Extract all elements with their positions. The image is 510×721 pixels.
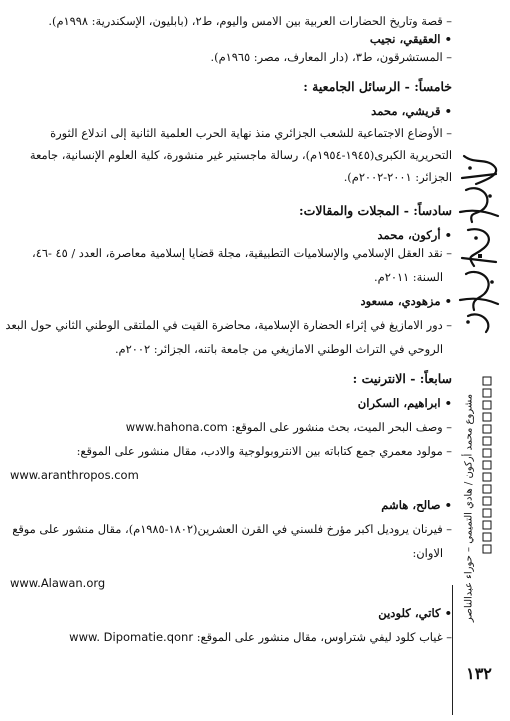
square-border-ornament (481, 375, 493, 565)
website-url[interactable]: www. Dipomatie.qonr (69, 630, 194, 644)
author-name: • أركون، محمد (10, 228, 452, 242)
entry-line: الاوان: (412, 546, 443, 560)
entry-line (10, 630, 452, 644)
page-number: ١٣٢ (466, 664, 492, 683)
author-name: • العقيقي، نجيب (10, 32, 452, 46)
section-heading: خامساً: - الرسائل الجامعية : (303, 79, 452, 94)
entry-line: – دور الامازيغ في إثراء الحضارة الإسلامية، محاضرة القيت في الملتقى الوطني الثاني حول البعد (10, 318, 452, 332)
entry-line: – الأوضاع الاجتماعية للشعب الجزائري منذ نهاية الحرب العلمية الثانية إلى اندلاع الثورة التحريرية الكبرى(١٩٤٥-١٩٥٤م)، رسالة ماجستير غير منشورة، كلية العلوم الإنسانية، جامعة الجزائر: ٢٠٠١-٢٠٠٢م). (10, 122, 452, 188)
entry-line: – قصة وتاريخ الحضارات العربية بين الامس واليوم، ط٢، (بابليون، الإسكندرية: ١٩٩٨م). (10, 14, 452, 28)
website-url[interactable]: www.hahona.com (125, 420, 228, 434)
entry-line: الروحي في التراث الوطني الامازيغي من جامعة باتنه، الجزائر: ٢٠٠٢م. (114, 342, 443, 356)
running-head-text: مشروع محمد أركون / هادي التميمي – حوراء عبدالناصر (463, 393, 475, 623)
entry-line (10, 420, 452, 434)
entry-line: السنة: ٢٠١١م. (374, 270, 443, 284)
website-url[interactable]: www.aranthropos.com (10, 468, 139, 482)
author-name: • ابراهيم، السكران (10, 396, 452, 410)
author-name: • مزهودي، مسعود (10, 294, 452, 308)
entry-line: – المستشرقون، ط٣، (دار المعارف، مصر: ١٩٦٥م). (10, 50, 452, 64)
author-name: • صالح، هاشم (10, 498, 452, 512)
bibliography-column (5, 14, 452, 644)
entry-line: – فيرنان يروديل اكبر مؤرخ فلسني في القرن العشرين(١٨٠٢-١٩٨٥م)، مقال منشور على موقع (10, 522, 452, 536)
running-head (458, 358, 480, 658)
author-name: • قريشي، محمد (10, 104, 452, 118)
entry-line: – مولود معمري جمع كتاباته بين الانتروبولوجية والادب، مقال منشور على الموقع: (10, 444, 452, 458)
calligraphy-ornament (456, 150, 502, 340)
section-heading: سابعاً: - الانترنيت : (352, 371, 452, 386)
author-name: • كاتي، كلودين (10, 606, 452, 620)
website-url[interactable]: www.Alawan.org (10, 576, 106, 590)
section-heading: سادساً: - المجلات والمقالات: (299, 203, 452, 218)
entry-text: غياب كلود ليفي شتراوس، مقال منشور على الموقع: (196, 630, 443, 644)
entry-line: – نقد العقل الإسلامي والإسلاميات التطبيقية، مجلة قضايا إسلامية معاصرة، العدد / ٤٥ -٤٦، (10, 246, 452, 260)
entry-text: وصف البحر الميت، بحث منشور على الموقع: (231, 420, 443, 434)
margin-rule (452, 585, 453, 715)
